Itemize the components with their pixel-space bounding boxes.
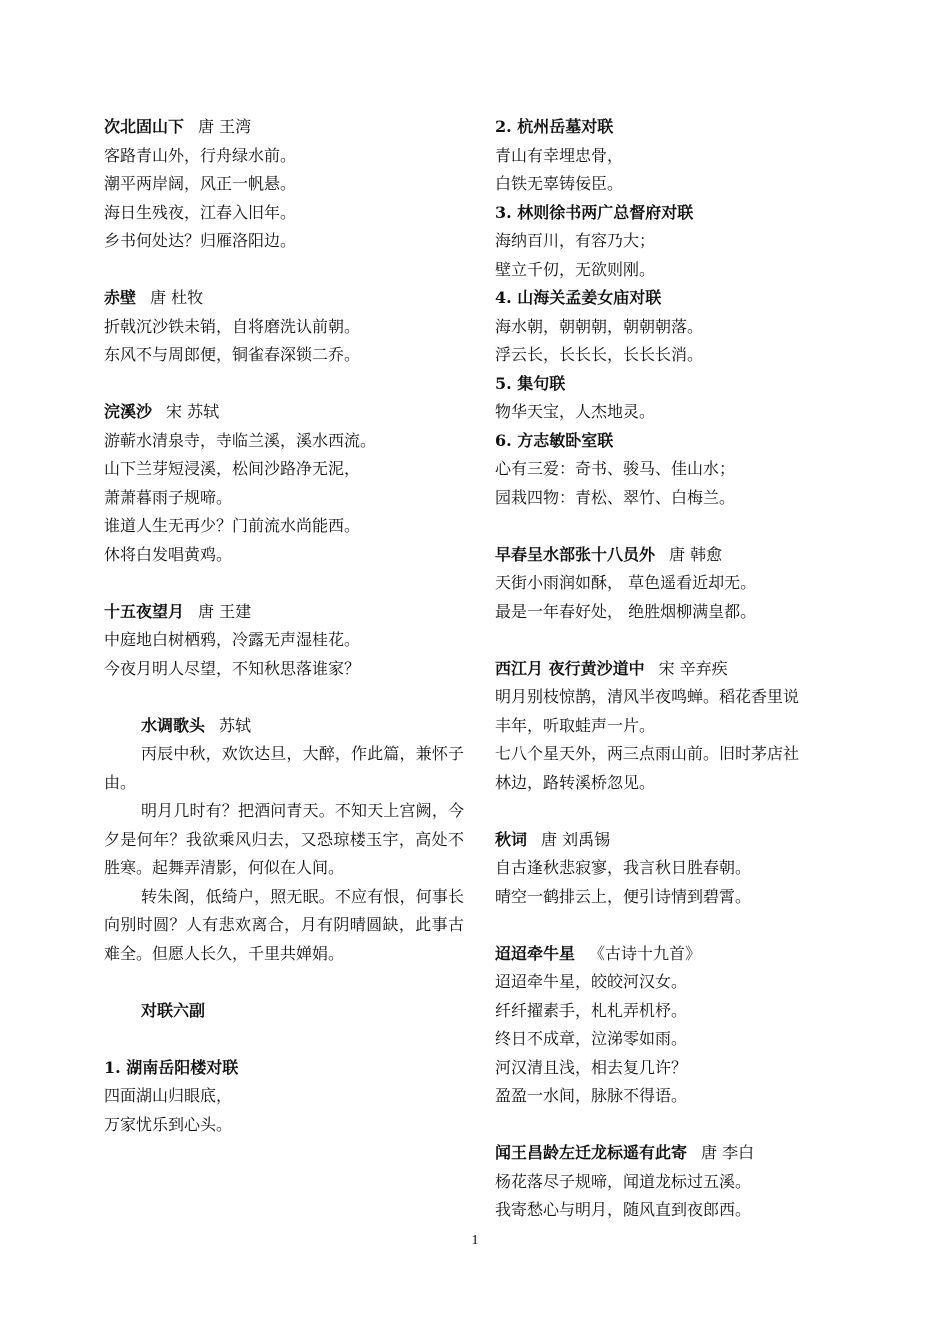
couplet-title: 2. 杭州岳墓对联: [495, 117, 614, 136]
poem-author: 唐 李白: [701, 1143, 755, 1162]
poem-title: 迢迢牵牛星: [495, 943, 576, 963]
poem-line: 杨花落尽子规啼，闻道龙标过五溪。: [495, 1171, 752, 1191]
right-column: [495, 113, 855, 1225]
poem-line: 河汉清且浅，相去复几许？: [495, 1057, 688, 1077]
poem-heading: [495, 541, 855, 570]
couplet-line: 物华天宝，人杰地灵。: [495, 402, 656, 421]
poem-author: 唐 王湾: [198, 117, 252, 136]
couplet-line: 海纳百川，有容乃大；: [495, 231, 656, 250]
poem-line: 山下兰芽短浸溪，松间沙路净无泥，: [104, 459, 361, 478]
poem-author: 唐 韩愈: [669, 544, 723, 564]
poem-line: 林边，路转溪桥忽见。: [495, 772, 656, 792]
couplet-title: 6. 方志敏卧室联: [495, 430, 614, 450]
couplet-line: 浮云长，长长长，长长长消。: [495, 345, 704, 364]
poem-title: 早春呈水部张十八员外: [495, 544, 656, 564]
couplet-line: 万家忧乐到心头。: [104, 1114, 233, 1134]
poem-line: 潮平两岸阔，风正一帆悬。: [104, 174, 297, 193]
poem-title: 水调歌头: [141, 715, 206, 735]
poem-line: 谁道人生无再少？门前流水尚能西。: [104, 516, 361, 535]
poem-heading: [495, 826, 855, 855]
couplet-line: 园栽四物：青松、翠竹、白梅兰。: [495, 487, 736, 507]
poem-line: 丰年，听取蛙声一片。: [495, 715, 656, 735]
couplet-line: 心有三爱：奇书、骏马、佳山水；: [495, 459, 736, 478]
poem-author: 《古诗十九首》: [589, 943, 702, 963]
poem-author: 宋 苏轼: [166, 402, 220, 421]
poem-line: 我寄愁心与明月，随风直到夜郎西。: [495, 1200, 752, 1219]
couplets-heading: 对联六副: [141, 1000, 206, 1020]
poem-line: 迢迢牵牛星，皎皎河汉女。: [495, 972, 688, 991]
page-number: 1: [471, 1233, 479, 1248]
couplet-title: 4. 山海关孟姜女庙对联: [495, 288, 662, 307]
poem-line: 休将白发唱黄鸡。: [104, 544, 233, 564]
couplet-line: 海水朝，朝朝朝，朝朝朝落。: [495, 316, 704, 336]
poem-heading: [104, 398, 464, 427]
poem-line: 游蕲水清泉寺，寺临兰溪，溪水西流。: [104, 430, 377, 450]
poem-line: 折戟沉沙铁未销，自将磨洗认前朝。: [104, 316, 361, 336]
poem-author: 宋 辛弃疾: [658, 658, 728, 678]
poem-paragraph: 丙辰中秋，欢饮达旦，大醉，作此篇，兼怀子由。: [104, 744, 464, 792]
poem-title: 闻王昌龄左迁龙标遥有此寄: [495, 1143, 688, 1162]
couplet-title: 1. 湖南岳阳楼对联: [104, 1057, 239, 1077]
poem-title: 十五夜望月: [104, 601, 185, 621]
poem-line: 最是一年春好处， 绝胜烟柳满皇都。: [495, 601, 757, 621]
poem-heading: [104, 712, 464, 741]
poem-line: 海日生残夜，江春入旧年。: [104, 202, 297, 222]
couplet-line: 四面湖山归眼底，: [104, 1086, 233, 1105]
poem-heading: [495, 940, 855, 969]
couplet-title: 5. 集句联: [495, 373, 566, 393]
couplet-line: 壁立千仞，无欲则刚。: [495, 259, 656, 279]
poem-line: 终日不成章，泣涕零如雨。: [495, 1029, 688, 1048]
poem-heading: [104, 113, 464, 142]
poem-author: 唐 杜牧: [150, 288, 204, 307]
poem-title: 次北固山下: [104, 117, 185, 136]
poem-line: 盈盈一水间，脉脉不得语。: [495, 1086, 688, 1105]
poem-line: 纤纤擢素手，札札弄机杼。: [495, 1000, 688, 1020]
poem-heading: [104, 598, 464, 627]
poem-line: 天街小雨润如酥， 草色遥看近却无。: [495, 573, 757, 592]
left-column: [104, 113, 464, 1139]
poem-title: 西江月 夜行黄沙道中: [495, 658, 645, 678]
poem-paragraph: 明月几时有？把酒问青天。不知天上宫阙，今夕是何年？我欲乘风归去，又恐琼楼玉宇，高处不胜寒。起舞弄清影，何似在人间。: [104, 801, 464, 877]
poem-title: 秋词: [495, 829, 528, 849]
poem-author: 唐 王建: [198, 601, 252, 621]
poem-heading: [495, 655, 855, 684]
poem-line: 东风不与周郎便，铜雀春深锁二乔。: [104, 345, 361, 364]
poem-line: 今夜月明人尽望，不知秋思落谁家？: [104, 658, 361, 678]
couplet-line: 青山有幸埋忠骨，: [495, 145, 624, 165]
poem-line: 乡书何处达？归雁洛阳边。: [104, 231, 297, 250]
poem-line: 七八个星天外，两三点雨山前。旧时茅店社: [495, 744, 800, 763]
couplet-title: 3. 林则徐书两广总督府对联: [495, 202, 694, 222]
poem-line: 明月别枝惊鹊，清风半夜鸣蝉。稻花香里说: [495, 687, 800, 706]
poem-title: 浣溪沙: [104, 402, 153, 421]
poem-line: 客路青山外，行舟绿水前。: [104, 145, 297, 165]
poem-title: 赤壁: [104, 288, 137, 307]
poem-line: 晴空一鹤排云上，便引诗情到碧霄。: [495, 886, 752, 906]
poem-heading: [495, 1139, 855, 1168]
poem-line: 中庭地白树栖鸦，冷露无声湿桂花。: [104, 630, 361, 649]
poem-heading: [104, 284, 464, 313]
poem-line: 萧萧暮雨子规啼。: [104, 487, 233, 507]
poem-line: 自古逢秋悲寂寥，我言秋日胜春朝。: [495, 858, 752, 877]
couplet-line: 白铁无辜铸佞臣。: [495, 174, 624, 193]
poem-author: 苏轼: [219, 715, 252, 735]
poem-author: 唐 刘禹锡: [541, 829, 611, 849]
poem-paragraph: 转朱阁，低绮户，照无眠。不应有恨，何事长向别时圆？人有悲欢离合，月有阴晴圆缺，此事古难全。但愿人长久，千里共婵娟。: [104, 886, 464, 963]
